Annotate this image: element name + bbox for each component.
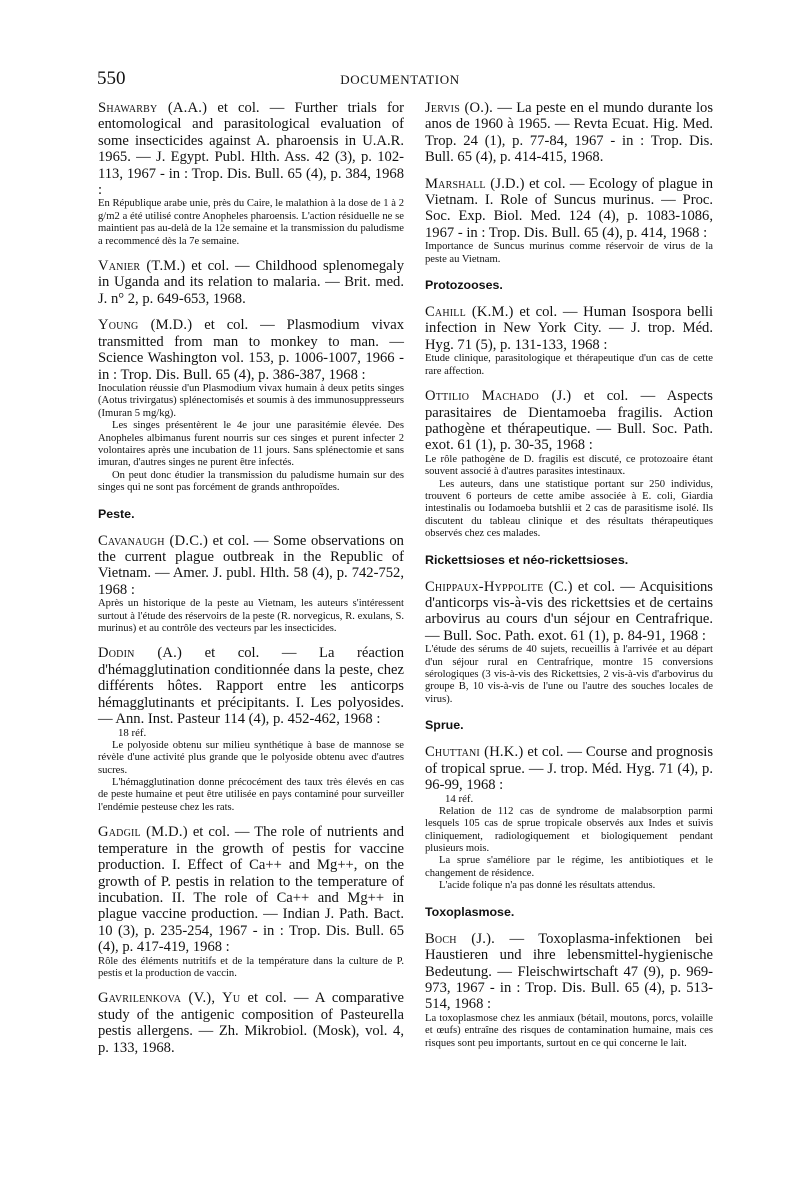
entry-citation [98, 990, 404, 1056]
entry-citation [425, 176, 713, 242]
entry-reference: et col. — Plasmodium vivax transmitted from man to monkey to man. — Science Washington vol. 153, p. 1006-1007, 1966 - in : Trop. Dis. Bull. 65 (4), p. 386-387, 1968 : [98, 317, 404, 383]
reference-count: 14 réf. [445, 793, 474, 806]
entry-reference: et col. — A comparative study of the antigenic composition of Pasteurella pestis allergens. — Zh. Mikrobiol. (Mosk), vol. 4, p. 133, 1968. [98, 990, 404, 1056]
right-column [425, 100, 713, 1060]
entry-author: Shawarby (A.A.) [98, 100, 208, 116]
abstract-paragraph: Les singes présentèrent le 4e jour une parasitémie élevée. Des Anopheles albimanus furent nourris sur ces singes et purent infecter 2 volontaires après une incubation de 11 jours. Sans splénectomie et sans imuran, d'autres singes ne purent être infectés. [98, 420, 404, 469]
entry-author: Gadgil (M.D.) [98, 824, 188, 841]
entry-author: Boch (J.). [425, 930, 496, 947]
entry-author: Vanier (T.M.) [98, 258, 186, 275]
bibliography-entry [98, 100, 404, 248]
entry-citation [425, 100, 713, 166]
entry-citation [425, 579, 713, 645]
entry-citation [98, 824, 404, 955]
running-head: DOCUMENTATION [340, 72, 460, 87]
entry-citation [98, 100, 404, 198]
entry-author: Marshall (J.D.) [425, 175, 525, 192]
bibliography-entry [425, 176, 713, 266]
entry-reference: et col. — Childhood splenomegaly in Uganda and its relation to malaria. — Brit. med. J. n° 2, p. 649-653, 1968. [98, 258, 404, 307]
entry-citation [425, 744, 713, 793]
abstract-paragraph: Les auteurs, dans une statistique portant sur 250 individus, trouvent 6 porteurs de cette amibe associée à E. coli, Giardia intestinalis ou Iodamoeba butshlii et 2 cas de parasitisme isolé. Ils discutent du tableau clinique et des résultats thérapeutiques observés chez ces malades. [425, 478, 713, 540]
entry-abstract [425, 241, 713, 266]
entry-abstract [425, 454, 713, 541]
abstract-paragraph: L'étude des sérums de 40 sujets, recueillis à l'arrivée et au départ d'un séjour rural en Centrafrique, montre 15 conversions sérologiques (3 vis-à-vis des Rickettsies, 2 vis-à-vis d'arbovirus du groupe B, 10 vis-à-vis de l'une ou l'autre des souches locales de virus). [425, 644, 713, 705]
entry-citation [425, 388, 713, 454]
bibliography-entry [98, 258, 404, 307]
entry-reference: et col. — Further trials for entomological and parasitological evaluation of some insecticides against A. pharoensis in U.A.R. 1965. — J. Egypt. Publ. Hlth. Ass. 42 (3), p. 102-113, 1967 - in : Trop. Dis. Bull. 65 (4), p. 384, 1968 : [98, 100, 404, 199]
bibliography-entry [98, 990, 404, 1056]
entry-author: Cahill (K.M.) [425, 304, 514, 321]
abstract-paragraph: Le polyoside obtenu sur milieu synthétique à base de mannose se révèle d'une activité plus grande que le polyoside obtenu avec d'autres sucres. [98, 739, 404, 776]
abstract-paragraph: Relation de 112 cas de syndrome de malabsorption parmi lesquels 105 cas de sprue tropicale observés aux Indes et suivis cliniquement, radiologiquement et biologiquement pendant plusieurs mois. [425, 805, 713, 855]
section-heading: Peste. [98, 506, 135, 521]
bibliography-entry [425, 388, 713, 540]
page-number: 550 [97, 68, 126, 89]
section-heading: Sprue. [425, 718, 464, 733]
entry-citation [98, 645, 404, 727]
entry-abstract [98, 740, 404, 814]
abstract-paragraph: Après un historique de la peste au Vietnam, les auteurs s'intéressent surtout à l'étude des réservoirs de la peste (R. norvegicus, R. exulans, S. murinus) et au contrôle des vecteurs par les insecticides. [98, 598, 404, 634]
bibliography-entry [425, 304, 713, 378]
section-heading: Toxoplasmose. [425, 904, 515, 919]
abstract-paragraph: Etude clinique, parasitologique et thérapeutique d'un cas de cette rare affection. [425, 353, 713, 377]
entry-reference: — Toxoplasma-infektionen bei Haustieren und ihre lebensmittel-hygienische Bedeutung. — Fleischwirtschaft 47 (9), p. 969-973, 1967 - in : Trop. Dis. Bull. 65 (4), p. 513-514, 1968 : [425, 930, 713, 1013]
bibliography-entry [425, 744, 713, 892]
entry-abstract [98, 956, 404, 981]
entry-citation [425, 304, 713, 353]
bibliography-entry [98, 533, 404, 636]
entry-abstract [98, 383, 404, 495]
abstract-paragraph: L'acide folique n'a pas donné les résultats attendus. [439, 880, 656, 892]
entry-abstract [425, 806, 713, 893]
entry-author: Young (M.D.) [98, 317, 193, 334]
entry-abstract [425, 353, 713, 378]
entry-reference: et col. — La réaction d'hémagglutination conditionnée dans la peste, chez différents hôtes. Rapport entre les anticorps hémagglutinants et précipitants. I. Les polyosides. — Ann. Inst. Pasteur 114 (4), p. 452-462, 1968 : [98, 645, 405, 728]
bibliography-entry [98, 645, 404, 814]
bibliography-entry [425, 100, 713, 166]
entry-author: Jervis (O.). [425, 100, 494, 116]
left-column [98, 100, 404, 1066]
entry-author: Chippaux-Hyppolite (C.) [425, 578, 573, 595]
entry-reference: — La peste en el mundo durante los anos de 1960 à 1965. — Revta Ecuat. Hig. Med. Trop. 24 (1), p. 77-84, 1967 - in : Trop. Dis. Bull. 65 (4), p. 414-415, 1968. [425, 100, 714, 166]
abstract-paragraph: Rôle des éléments nutritifs et de la température dans la culture de P. pestis et la production de vaccin. [98, 955, 404, 979]
abstract-paragraph: Inoculation réussie d'un Plasmodium vivax humain à deux petits singes (Aotus trivirgatus) splénectomisés et soumis à des immunosuppresseurs (Imuran 5 mg/kg). [98, 382, 404, 419]
bibliography-entry [98, 824, 404, 980]
entry-author: Gavrilenkova (V.), Yu [98, 990, 241, 1007]
entry-reference: et col. — Human Isospora belli infection in New York City. — J. trop. Méd. Hyg. 71 (5), p. 131-133, 1968 : [425, 304, 713, 353]
entry-citation [98, 317, 404, 383]
entry-citation [425, 931, 713, 1013]
abstract-paragraph: Le rôle pathogène de D. fragilis est discuté, ce protozoaire étant souvent associé à d'autres parasites intestinaux. [425, 453, 713, 478]
reference-count: 18 réf. [118, 727, 147, 740]
entry-abstract [98, 198, 404, 248]
entry-reference: et col. — Course and prognosis of tropical sprue. — J. trop. Méd. Hyg. 71 (4), p. 96-99, 1968 : [425, 744, 713, 794]
entry-reference: et col. — Aspects parasitaires de Dientamoeba fragilis. Action pathogène et thérapeutique. — Bull. Soc. Path. exot. 61 (1), p. 30-35, 1968 : [425, 388, 713, 454]
entry-author: Ottilio Machado (J.) [425, 388, 572, 405]
entry-abstract [98, 598, 404, 635]
entry-abstract [425, 644, 713, 706]
abstract-paragraph: La toxoplasmose chez les anmiaux (bétail, moutons, porcs, volaille et œufs) entraîne des risques de contamination humaine, mais ces risques sont peu importants, surtout en ce qui concerne le lait. [425, 1012, 713, 1049]
bibliography-entry [98, 317, 404, 494]
abstract-paragraph: La sprue s'améliore par le régime, les antibiotiques et le changement de résidence. [425, 855, 713, 879]
entry-citation [98, 533, 404, 599]
entry-citation [98, 258, 404, 307]
abstract-paragraph: On peut donc étudier la transmission du paludisme humain sur des singes qui ne sont pas forcément de grands anthropoïdes. [98, 469, 404, 494]
abstract-paragraph: L'hémagglutination donne précocément des taux très élevés en cas de peste humaine et peut être utilisée en pays contaminé pour surveiller l'endémie pesteuse chez les rats. [98, 777, 404, 813]
entry-author: Dodin (A.) [98, 645, 183, 662]
bibliography-entry [425, 579, 713, 707]
section-heading: Rickettsioses et néo-rickettsioses. [425, 552, 629, 567]
entry-reference: et col. — Some observations on the current plague outbreak in the Republic of Vietnam. — Amer. J. publ. Hlth. 58 (4), p. 742-752, 1968 : [98, 532, 404, 598]
bibliography-entry [425, 931, 713, 1050]
entry-reference: et col. — Ecology of plague in Vietnam. I. Role of Suncus murinus. — Proc. Soc. Exp. Biol. Med. 124 (4), p. 1083-1086, 1967 - in : Trop. Dis. Bull. 65 (4), p. 414, 1968 : [425, 175, 713, 241]
entry-reference: et col. — Acquisitions d'anticorps vis-à-vis des rickettsies et de certains arbovirus au cours d'un séjour en Centrafrique. — Bull. Soc. Path. exot. 61 (1), p. 84-91, 1968 : [425, 578, 713, 644]
entry-reference: et col. — The role of nutrients and temperature in the growth of pestis for vaccine production. I. Effect of Ca++ and Mg++, on the growth of P. pestis in relation to the temperature of incubation. II. The role of Ca++ and Mg++ in plague vaccine production. — Indian J. Path. Bact. 10 (3), p. 235-254, 1967 - in : Trop. Dis. Bull. 65 (4), p. 417-419, 1968 : [98, 824, 404, 956]
abstract-paragraph: En République arabe unie, près du Caire, le malathion à la dose de 1 à 2 g/m2 a été utilisé contre Anopheles pharoensis. L'action résiduelle ne se maintient pas au-delà de la 12e semaine et la transmission du paludisme a recommencé dès la 7e semaine. [98, 198, 404, 247]
entry-author: Cavanaugh (D.C.) [98, 532, 209, 549]
entry-author: Chuttani (H.K.) [425, 744, 524, 761]
entry-abstract [425, 1013, 713, 1050]
section-heading: Protozooses. [425, 278, 503, 293]
abstract-paragraph: Importance de Suncus murinus comme réservoir de virus de la peste au Vietnam. [425, 241, 713, 265]
